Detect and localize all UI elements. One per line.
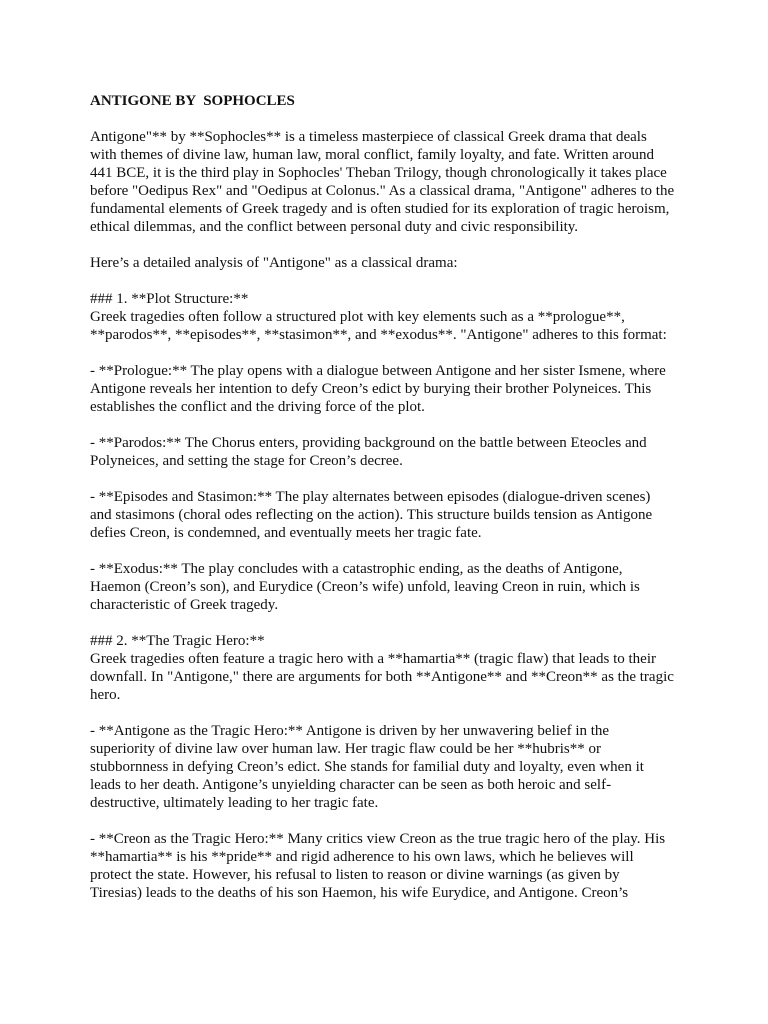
text-line: ethical dilemmas, and the conflict between personal duty and civic responsibility. xyxy=(90,219,579,235)
text-line: Antigone"** by **Sophocles** is a timeless masterpiece of classical Greek drama that deals xyxy=(90,129,647,145)
text-line: Greek tragedies often follow a structured plot with key elements such as a **prologue**, xyxy=(90,309,625,325)
text-line: defies Creon, is condemned, and eventually meets her tragic fate. xyxy=(90,525,482,541)
text-line: - **Prologue:** The play opens with a dialogue between Antigone and her sister Ismene, where xyxy=(90,363,666,379)
text-line: **hamartia** is his **pride** and rigid adherence to his own laws, which he believes will xyxy=(90,849,634,865)
text-line: with themes of divine law, human law, moral conflict, family loyalty, and fate. Written around xyxy=(90,147,654,163)
text-line: hero. xyxy=(90,687,121,703)
text-line: **parodos**, **episodes**, **stasimon**, and **exodus**. "Antigone" adheres to this format: xyxy=(90,327,667,343)
text-line: - **Parodos:** The Chorus enters, providing background on the battle between Eteocles and xyxy=(90,435,647,451)
paragraph xyxy=(90,560,690,614)
text-line: leads to her death. Antigone’s unyielding character can be seen as both heroic and self- xyxy=(90,777,612,793)
text-line: - **Exodus:** The play concludes with a catastrophic ending, as the deaths of Antigone, xyxy=(90,561,623,577)
paragraph xyxy=(90,488,690,542)
text-line: protect the state. However, his refusal to listen to reason or divine warnings (as given by xyxy=(90,867,620,883)
text-line: superiority of divine law over human law. Her tragic flaw could be her **hubris** or xyxy=(90,741,601,757)
document-body xyxy=(90,128,690,902)
text-line: ### 1. **Plot Structure:** xyxy=(90,291,249,307)
text-line: Polyneices, and setting the stage for Creon’s decree. xyxy=(90,453,403,469)
paragraph xyxy=(90,290,690,344)
text-line: Greek tragedies often feature a tragic hero with a **hamartia** (tragic flaw) that leads to their xyxy=(90,651,656,667)
paragraph xyxy=(90,632,690,704)
text-line: stubbornness in defying Creon’s edict. She stands for familial duty and loyalty, even when it xyxy=(90,759,644,775)
document-title: ANTIGONE BY SOPHOCLES xyxy=(90,93,295,109)
paragraph xyxy=(90,722,690,812)
text-line: fundamental elements of Greek tragedy and is often studied for its exploration of tragic heroism, xyxy=(90,201,670,217)
paragraph xyxy=(90,128,690,236)
document-page xyxy=(90,92,690,920)
text-line: - **Episodes and Stasimon:** The play alternates between episodes (dialogue-driven scenes) xyxy=(90,489,651,505)
paragraph xyxy=(90,254,690,272)
text-line: and stasimons (choral odes reflecting on the action). This structure builds tension as Antigone xyxy=(90,507,653,523)
paragraph xyxy=(90,362,690,416)
text-line: Tiresias) leads to the deaths of his son Haemon, his wife Eurydice, and Antigone. Creon’s xyxy=(90,885,629,901)
text-line: destructive, ultimately leading to her tragic fate. xyxy=(90,795,379,811)
text-line: 441 BCE, it is the third play in Sophocles' Theban Trilogy, though chronologically it takes place xyxy=(90,165,667,181)
text-line: Haemon (Creon’s son), and Eurydice (Creon’s wife) unfold, leaving Creon in ruin, which is xyxy=(90,579,640,595)
text-line: ### 2. **The Tragic Hero:** xyxy=(90,633,265,649)
text-line: before "Oedipus Rex" and "Oedipus at Colonus." As a classical drama, "Antigone" adheres to the xyxy=(90,183,675,199)
text-line: - **Antigone as the Tragic Hero:** Antigone is driven by her unwavering belief in the xyxy=(90,723,610,739)
paragraph xyxy=(90,434,690,470)
text-line: Here’s a detailed analysis of "Antigone" as a classical drama: xyxy=(90,255,458,271)
paragraph xyxy=(90,830,690,902)
text-line: downfall. In "Antigone," there are arguments for both **Antigone** and **Creon** as the tragic xyxy=(90,669,674,685)
text-line: Antigone reveals her intention to defy Creon’s edict by burying their brother Polyneices. This xyxy=(90,381,652,397)
text-line: characteristic of Greek tragedy. xyxy=(90,597,279,613)
text-line: - **Creon as the Tragic Hero:** Many critics view Creon as the true tragic hero of the play. His xyxy=(90,831,666,847)
text-line: establishes the conflict and the driving force of the plot. xyxy=(90,399,425,415)
